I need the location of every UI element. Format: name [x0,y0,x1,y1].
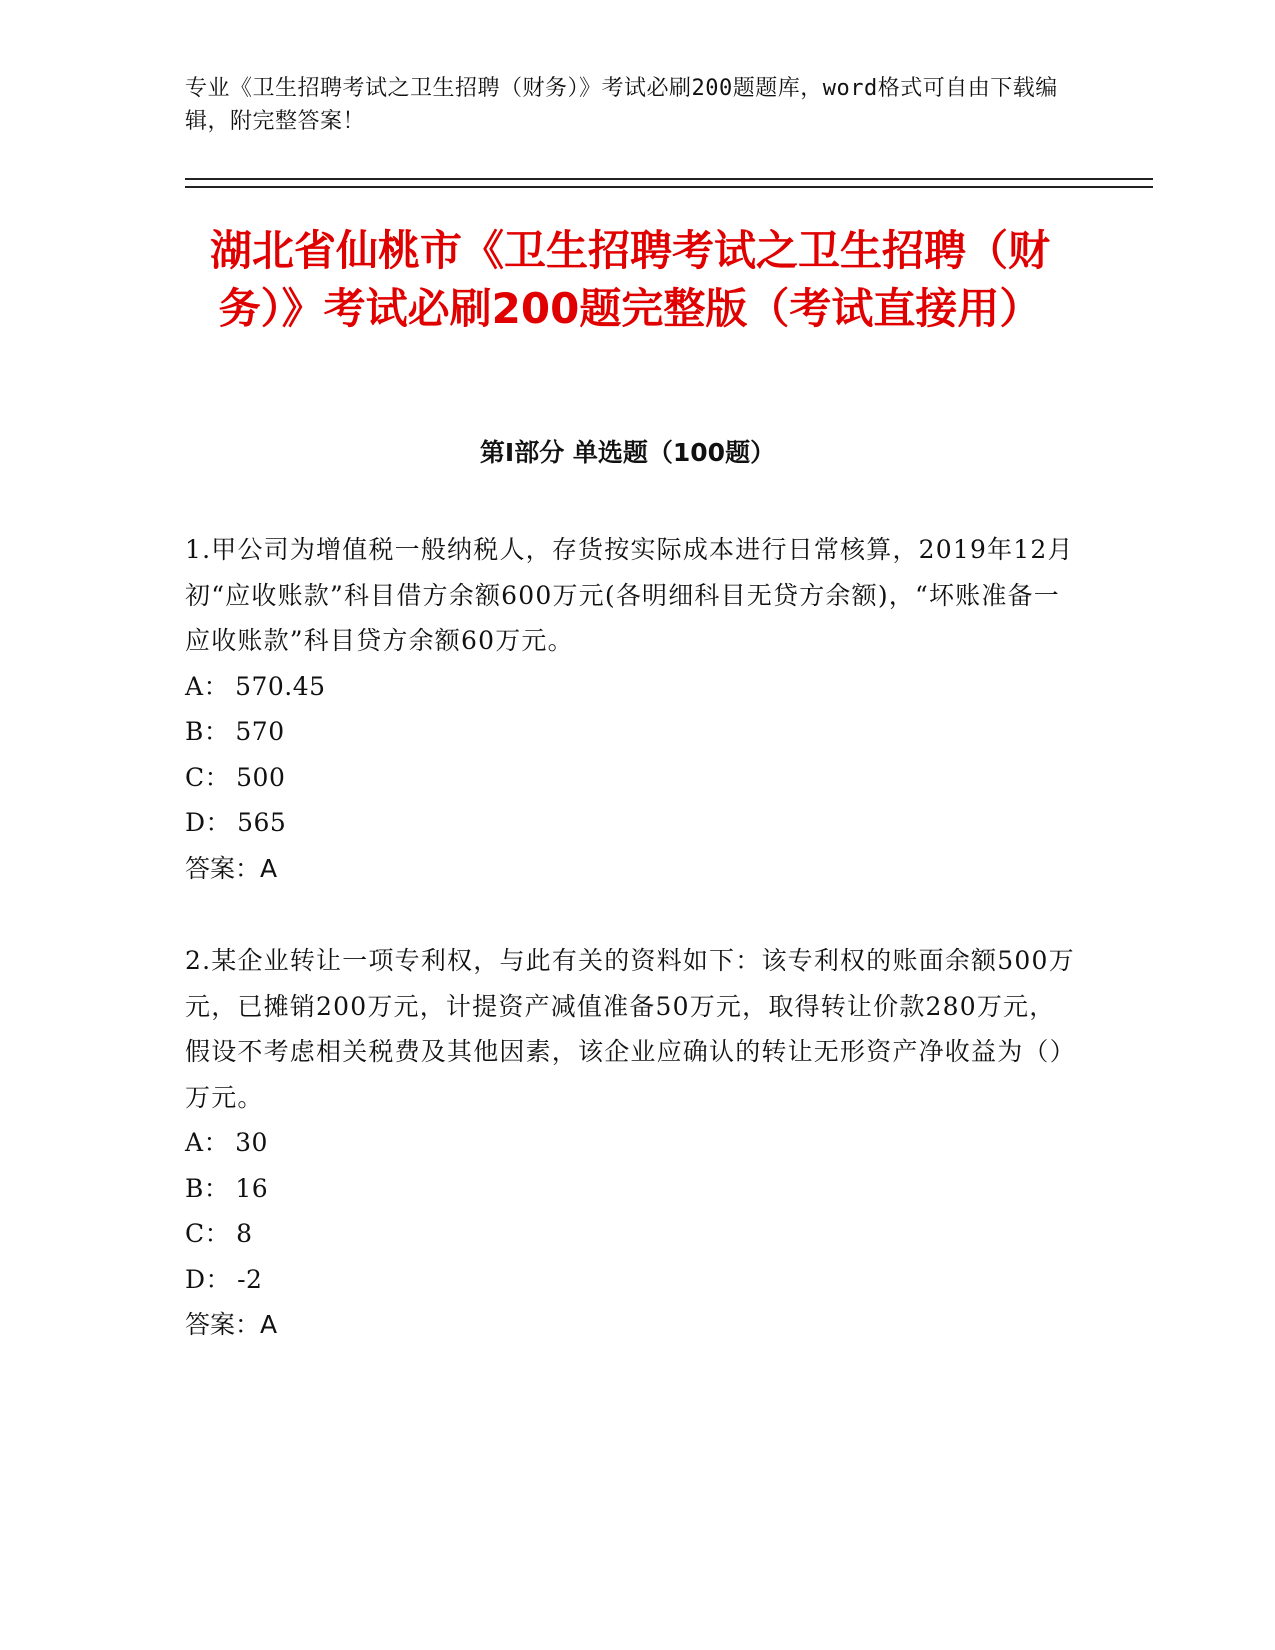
option-separator: ： [203,717,230,746]
option-b [185,1166,1075,1212]
header-note: 专业《卫生招聘考试之卫生招聘（财务）》考试必刷200题题库，word格式可自由下载编辑，附完整答案！ [185,76,1058,134]
question-2 [185,938,1075,1348]
option-value: 570.45 [235,671,326,701]
option-c [185,755,1075,801]
document-title: 湖北省仙桃市《卫生招聘考试之卫生招聘（财务）》考试必刷200题完整版（考试直接用） [209,226,1050,333]
option-key: C [185,762,205,792]
option-a [185,1120,1075,1166]
option-value: 565 [237,808,287,837]
option-value: 570 [235,717,285,746]
option-separator: ： [205,1264,232,1294]
header-divider-top [185,178,1153,180]
option-value: 30 [235,1128,268,1157]
section-heading: 第Ⅰ部分 单选题（100题） [479,438,776,467]
option-key: D [185,1264,206,1294]
option-key: A [185,671,204,701]
option-value: 16 [235,1173,269,1203]
option-a [185,664,1075,710]
option-key: A [185,1128,204,1157]
question-1 [185,527,1075,891]
question-stem: 1.甲公司为增值税一般纳税人，存货按实际成本进行日常核算，2019年12月初“应收账款”科目借方余额600万元(各明细科目无贷方余额)，“坏账准备一应收账款”科目贷方余额60万元。 [185,535,1074,655]
option-separator: ： [203,1128,230,1157]
header-divider-bottom [185,186,1153,188]
option-separator: ： [203,1173,230,1203]
option-b [185,709,1075,755]
answer-line: 答案：A [185,1310,278,1339]
option-key: D [185,808,206,837]
option-separator: ： [204,762,231,792]
option-value: 500 [236,762,286,792]
option-separator: ： [205,808,232,837]
option-key: B [185,717,204,746]
option-value: -2 [237,1264,263,1294]
option-separator: ： [204,1219,231,1248]
option-key: B [185,1173,204,1203]
option-value: 8 [236,1219,253,1248]
option-d [185,1257,1075,1303]
option-key: C [185,1219,205,1248]
option-d [185,800,1075,846]
option-separator: ： [203,671,230,701]
option-c [185,1211,1075,1257]
question-stem: 2.某企业转让一项专利权，与此有关的资料如下：该专利权的账面余额500万元，已摊销200万元，计提资产减值准备50万元，取得转让价款280万元，假设不考虑相关税费及其他因素，该企业应确认的转让无形资产净收益为（）万元。 [185,946,1075,1112]
answer-line: 答案：A [185,853,278,883]
